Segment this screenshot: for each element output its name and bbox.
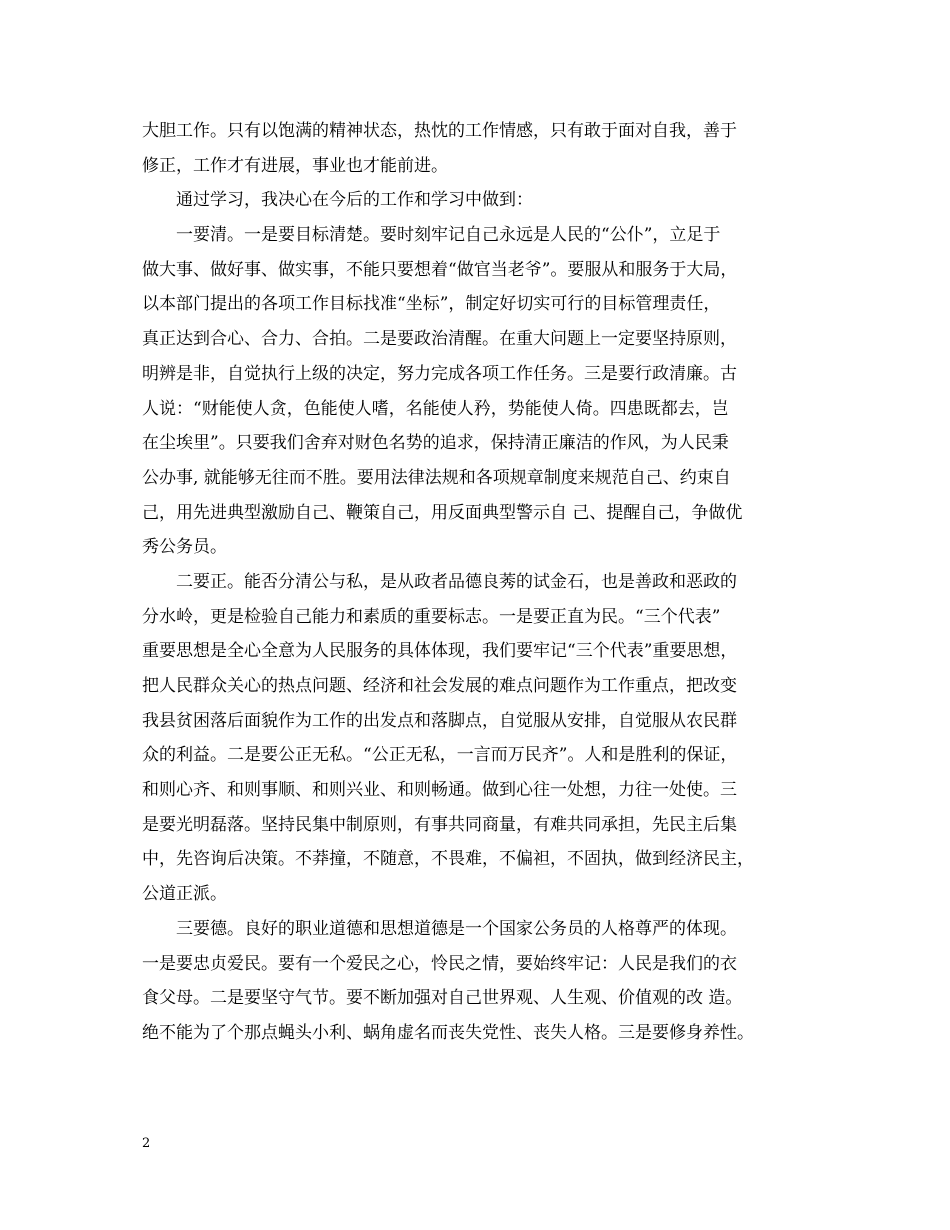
text-line: 三要德。良好的职业道德和思想道德是一个国家公务员的人格尊严的体现。	[176, 918, 737, 939]
text-line: 和则心齐、和则事顺、和则兴业、和则畅通。做到心往一处想，力往一处使。三	[142, 780, 737, 801]
text-line: 中，先咨询后决策。不莽撞，不随意，不畏难，不偏袒，不固执，做到经济民主，	[142, 849, 754, 870]
text-line: 修正，工作才有进展，事业也才能前进。	[142, 155, 448, 176]
text-line: 真正达到合心、合力、合拍。二是要政治清醒。在重大问题上一定要坚持原则，	[142, 329, 737, 350]
text-line: 是要光明磊落。坚持民集中制原则，有事共同商量，有难共同承担，先民主后集	[142, 814, 737, 835]
text-line: 一是要忠贞爱民。要有一个爱民之心，怜民之情，要始终牢记：人民是我们的衣	[142, 953, 737, 974]
text-line: 重要思想是全心全意为人民服务的具体体现，我们要牢记“三个代表”重要思想，	[142, 641, 738, 662]
text-line: 以本部门提出的各项工作目标找准“坐标”，制定好切实可行的目标管理责任，	[142, 294, 721, 315]
text-line: 秀公务员。	[142, 537, 227, 558]
text-line: 明辨是非，自觉执行上级的决定，努力完成各项工作任务。三是要行政清廉。古	[142, 363, 737, 384]
text-line: 公办事, 就能够无往而不胜。要用法律法规和各项规章制度来规范自己、约束自	[142, 467, 731, 488]
text-line: 大胆工作。只有以饱满的精神状态，热忱的工作情感，只有敢于面对自我，善于	[142, 121, 737, 141]
text-line: 二要正。能否分清公与私，是从政者品德良莠的试金石，也是善政和恶政的	[176, 571, 737, 592]
text-line: 公道正派。	[142, 884, 227, 905]
text-line: 我县贫困落后面貌作为工作的出发点和落脚点，自觉服从安排，自觉服从农民群	[142, 710, 737, 731]
body-text	[142, 114, 832, 1051]
text-line: 在尘埃里”。只要我们舍弃对财色名势的追求，保持清正廉洁的作风，为人民秉	[142, 433, 729, 454]
text-line: 食父母。二是要坚守气节。要不断加强对自己世界观、人生观、价值观的改 造。	[142, 988, 743, 1009]
text-line: 分水岭，更是检验自己能力和素质的重要标志。一是要正直为民。“三个代表”	[142, 606, 721, 627]
text-line: 做大事、做好事、做实事，不能只要想着“做官当老爷”。要服从和服务于大局，	[142, 259, 738, 280]
text-line: 绝不能为了个那点蝇头小利、蜗角虚名而丧失党性、丧失人格。三是要修身养性。	[142, 1022, 754, 1043]
text-line: 己，用先进典型激励自己、鞭策自己，用反面典型警示自 己、提醒自己，争做优	[142, 502, 743, 523]
page-number: 2	[142, 1136, 151, 1151]
text-line: 一要清。一是要目标清楚。要时刻牢记自己永远是人民的“公仆”，立足于	[176, 225, 721, 246]
text-line: 把人民群众关心的热点问题、经济和社会发展的难点问题作为工作重点，把改变	[142, 676, 737, 696]
text-line: 众的利益。二是要公正无私。“公正无私，一言而万民齐”。人和是胜利的保证，	[142, 745, 738, 766]
text-line: 通过学习，我决心在今后的工作和学习中做到：	[176, 190, 533, 211]
text-line: 人说：“财能使人贪，色能使人嗜，名能使人矜，势能使人倚。四患既都去，岂	[142, 398, 729, 419]
